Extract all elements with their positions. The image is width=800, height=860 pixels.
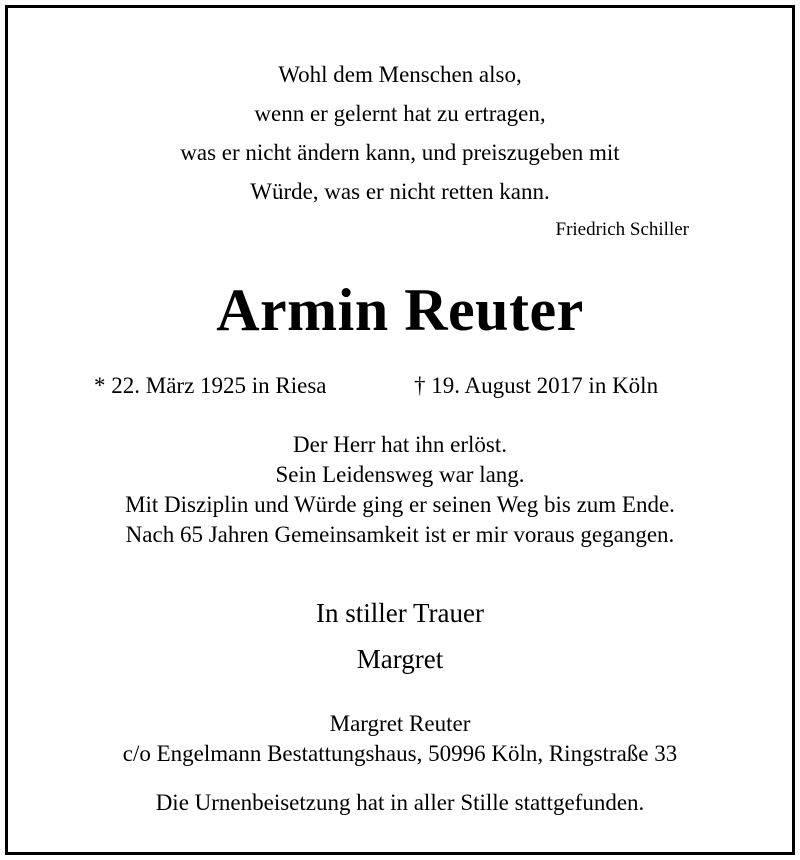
contact-name: Margret Reuter bbox=[329, 711, 471, 736]
quote-author: Friedrich Schiller bbox=[555, 219, 689, 240]
quote-line-2: wenn er gelernt hat zu ertragen, bbox=[254, 101, 546, 126]
quote-line-1: Wohl dem Menschen also, bbox=[278, 62, 522, 87]
text-line-2: Sein Leidensweg war lang. bbox=[275, 462, 525, 487]
text-line-1: Der Herr hat ihn erlöst. bbox=[293, 432, 507, 457]
quote-line-4: Würde, was er nicht retten kann. bbox=[250, 179, 550, 204]
mourner-name: Margret bbox=[356, 644, 444, 674]
burial-note: Die Urnenbeisetzung hat in aller Stille stattgefunden. bbox=[155, 790, 645, 815]
mourning-heading: In stiller Trauer bbox=[316, 598, 484, 628]
birth-date: * 22. März 1925 in Riesa bbox=[94, 373, 327, 398]
quote-line-3: was er nicht ändern kann, und preiszugeben mit bbox=[180, 140, 620, 165]
contact-address: c/o Engelmann Bestattungshaus, 50996 Köln, Ringstraße 33 bbox=[122, 741, 678, 766]
text-line-3: Mit Disziplin und Würde ging er seinen Weg bis zum Ende. bbox=[125, 492, 675, 517]
deceased-name: Armin Reuter bbox=[216, 277, 584, 343]
text-line-4: Nach 65 Jahren Gemeinsamkeit ist er mir voraus gegangen. bbox=[125, 522, 675, 547]
obituary-notice bbox=[5, 5, 795, 855]
death-date: † 19. August 2017 in Köln bbox=[414, 373, 659, 398]
